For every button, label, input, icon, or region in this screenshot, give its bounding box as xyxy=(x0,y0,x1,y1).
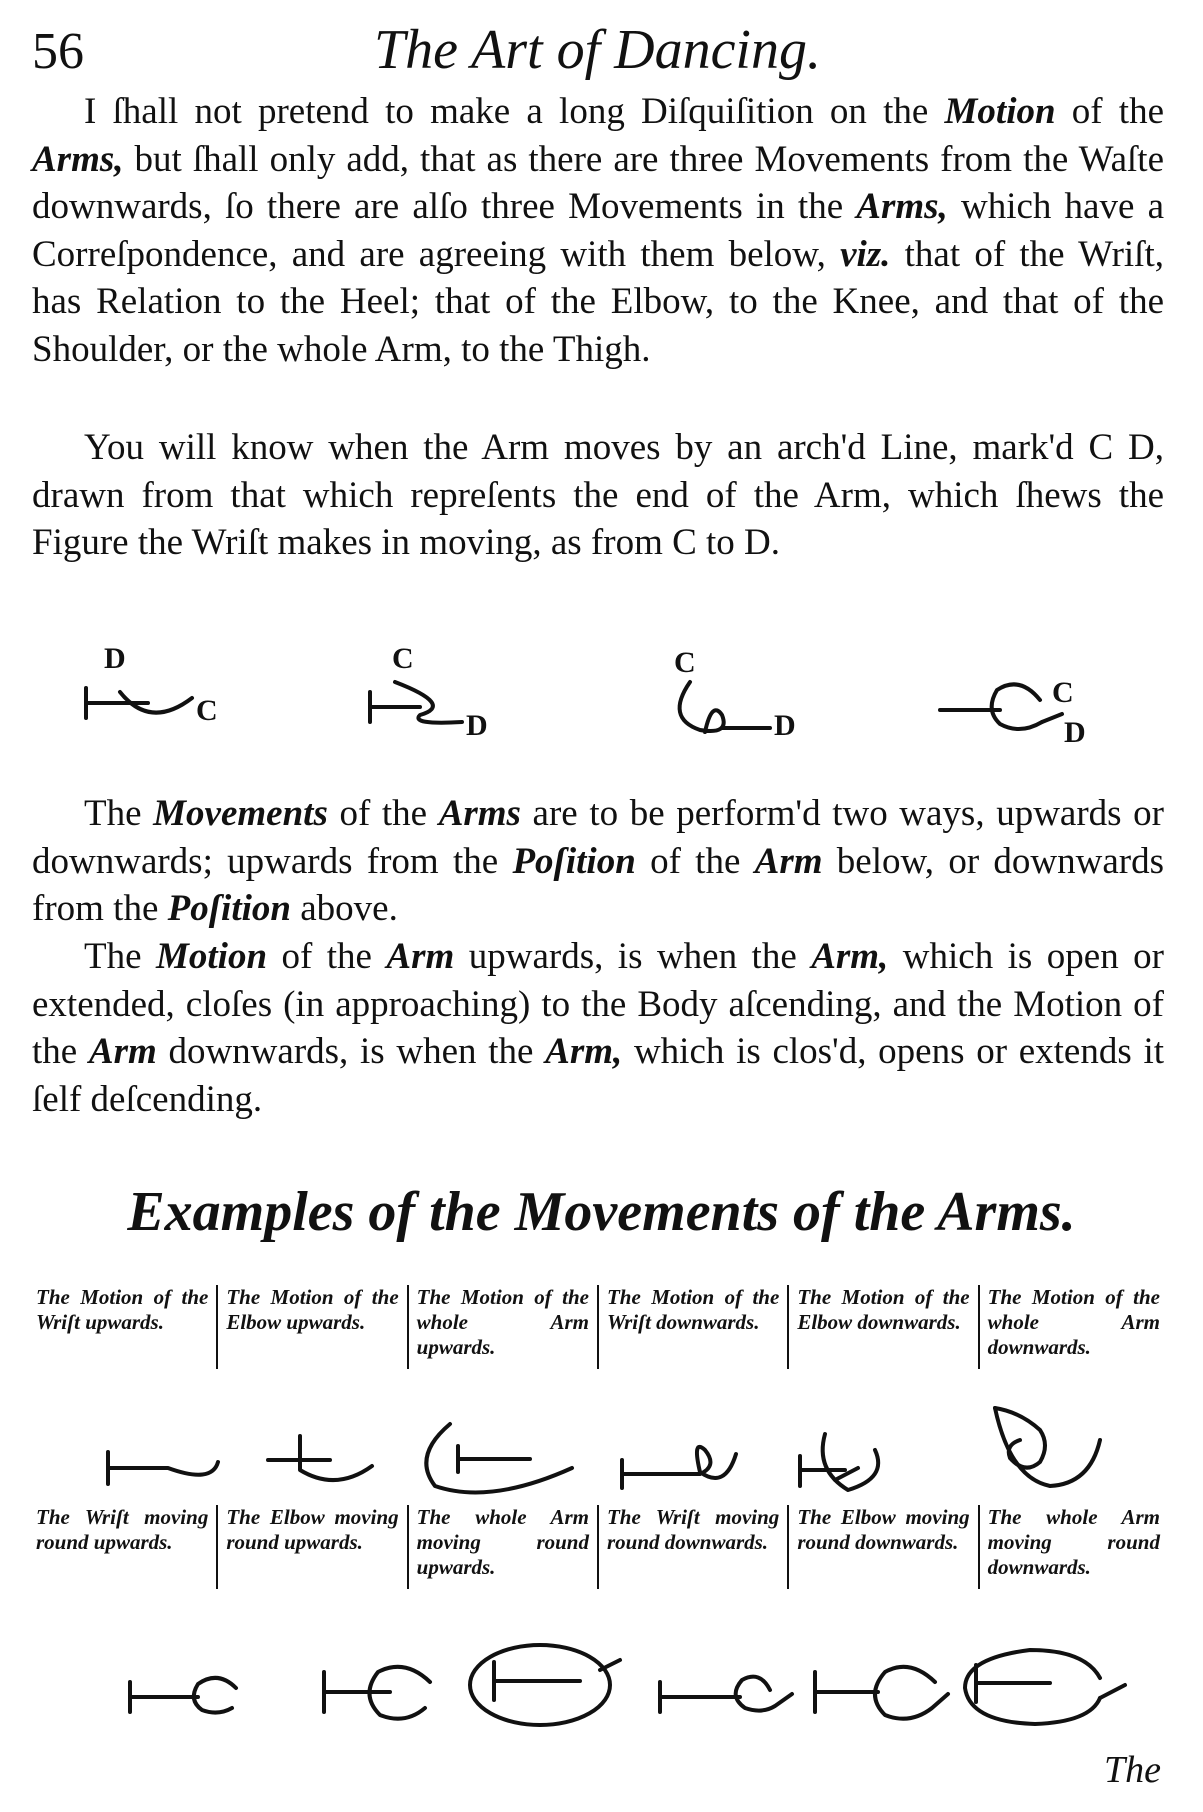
figure-label-c: C xyxy=(392,642,414,675)
caption-whole-arm-round-down: The whole Arm moving round downwards. xyxy=(978,1505,1168,1589)
example-whole-arm-down-figure xyxy=(995,1408,1100,1486)
example-elbow-up-figure xyxy=(268,1436,372,1480)
examples-heading: Examples of the Movements of the Arms. xyxy=(127,1181,1076,1243)
running-title: The Art of Dancing. xyxy=(374,19,821,81)
example-whole-arm-round-up-figure xyxy=(470,1645,620,1725)
example-wrist-up-figure xyxy=(108,1452,218,1484)
example-elbow-down-figure xyxy=(800,1434,878,1490)
caption-wrist-up: The Motion of the Wriſt upwards. xyxy=(36,1285,209,1334)
caption-wrist-round-up: The Wriſt moving round upwards. xyxy=(36,1505,209,1554)
caption-elbow-up: The Motion of the Elbow upwards. xyxy=(216,1285,406,1369)
example-whole-arm-up-figure xyxy=(426,1424,572,1492)
caption-whole-arm-up: The Motion of the whole Arm upwards. xyxy=(407,1285,597,1369)
example-wrist-round-up-figure xyxy=(130,1678,236,1713)
caption-elbow-round-down: The Elbow moving round downwards. xyxy=(787,1505,977,1589)
paragraph-arms-motion: I ſhall not pretend to make a long Diſquiſition on the Motion of the Arms, but ſhall only add, that as there are three Movements from the Waſte downwards, ſo there are alſo three Movements in the Arms, which have a Correſpondence, and are agreeing with them below, viz. that of the Wriſt, has Relation to the Heel; that of the Elbow, to the Knee, and that of the Shoulder, or the whole Arm, to the Thigh. xyxy=(32,91,1165,370)
page-number: 56 xyxy=(32,23,84,80)
caption-elbow-down: The Motion of the Elbow downwards. xyxy=(787,1285,977,1369)
figure-label-d: D xyxy=(1064,716,1086,749)
caption-whole-arm-round-up: The whole Arm moving round upwards. xyxy=(407,1505,597,1589)
caption-whole-arm-down: The Motion of the whole Arm downwards. xyxy=(978,1285,1168,1369)
paragraph-arched-line: You will know when the Arm moves by an arch'd Line, mark'd C D, drawn from that which repreſents the end of the Arm, which ſhews the Figure the Wriſt makes in moving, as from C to D. xyxy=(32,427,1164,563)
figure-label-c: C xyxy=(1052,676,1074,709)
figure-label-d: D xyxy=(466,709,488,742)
caption-wrist-down: The Motion of the Wriſt downwards. xyxy=(597,1285,787,1369)
caption-wrist-round-down: The Wriſt moving round downwards. xyxy=(597,1505,787,1589)
cd-figure-2 xyxy=(370,642,488,742)
example-elbow-round-down-figure xyxy=(815,1667,948,1719)
paragraph-upwards-downwards: The Motion of the Arm upwards, is when the Arm, which is open or extended, cloſes (in approaching) to the Body aſcending, and the Motion of the Arm downwards, is when the Arm, which is clos'd, opens or extends it ſelf deſcending. xyxy=(32,936,1164,1120)
figure-label-d: D xyxy=(104,642,126,675)
figure-label-d: D xyxy=(774,709,796,742)
catchword: The xyxy=(1104,1749,1161,1791)
example-wrist-round-down-figure xyxy=(660,1677,792,1712)
cd-figure-3 xyxy=(674,646,796,742)
cd-figure-4 xyxy=(940,676,1086,749)
example-whole-arm-round-down-figure xyxy=(965,1650,1125,1724)
paragraph-two-ways: The Movements of the Arms are to be perform'd two ways, upwards or downwards; upwards from the Poſition of the Arm below, or downwards from the Poſition above. xyxy=(32,793,1164,929)
example-wrist-down-figure xyxy=(622,1447,736,1488)
figure-label-c: C xyxy=(674,646,696,679)
figure-label-c: C xyxy=(196,694,218,727)
example-elbow-round-up-figure xyxy=(324,1667,430,1719)
caption-elbow-round-up: The Elbow moving round upwards. xyxy=(216,1505,406,1589)
cd-figure-1 xyxy=(86,642,218,727)
